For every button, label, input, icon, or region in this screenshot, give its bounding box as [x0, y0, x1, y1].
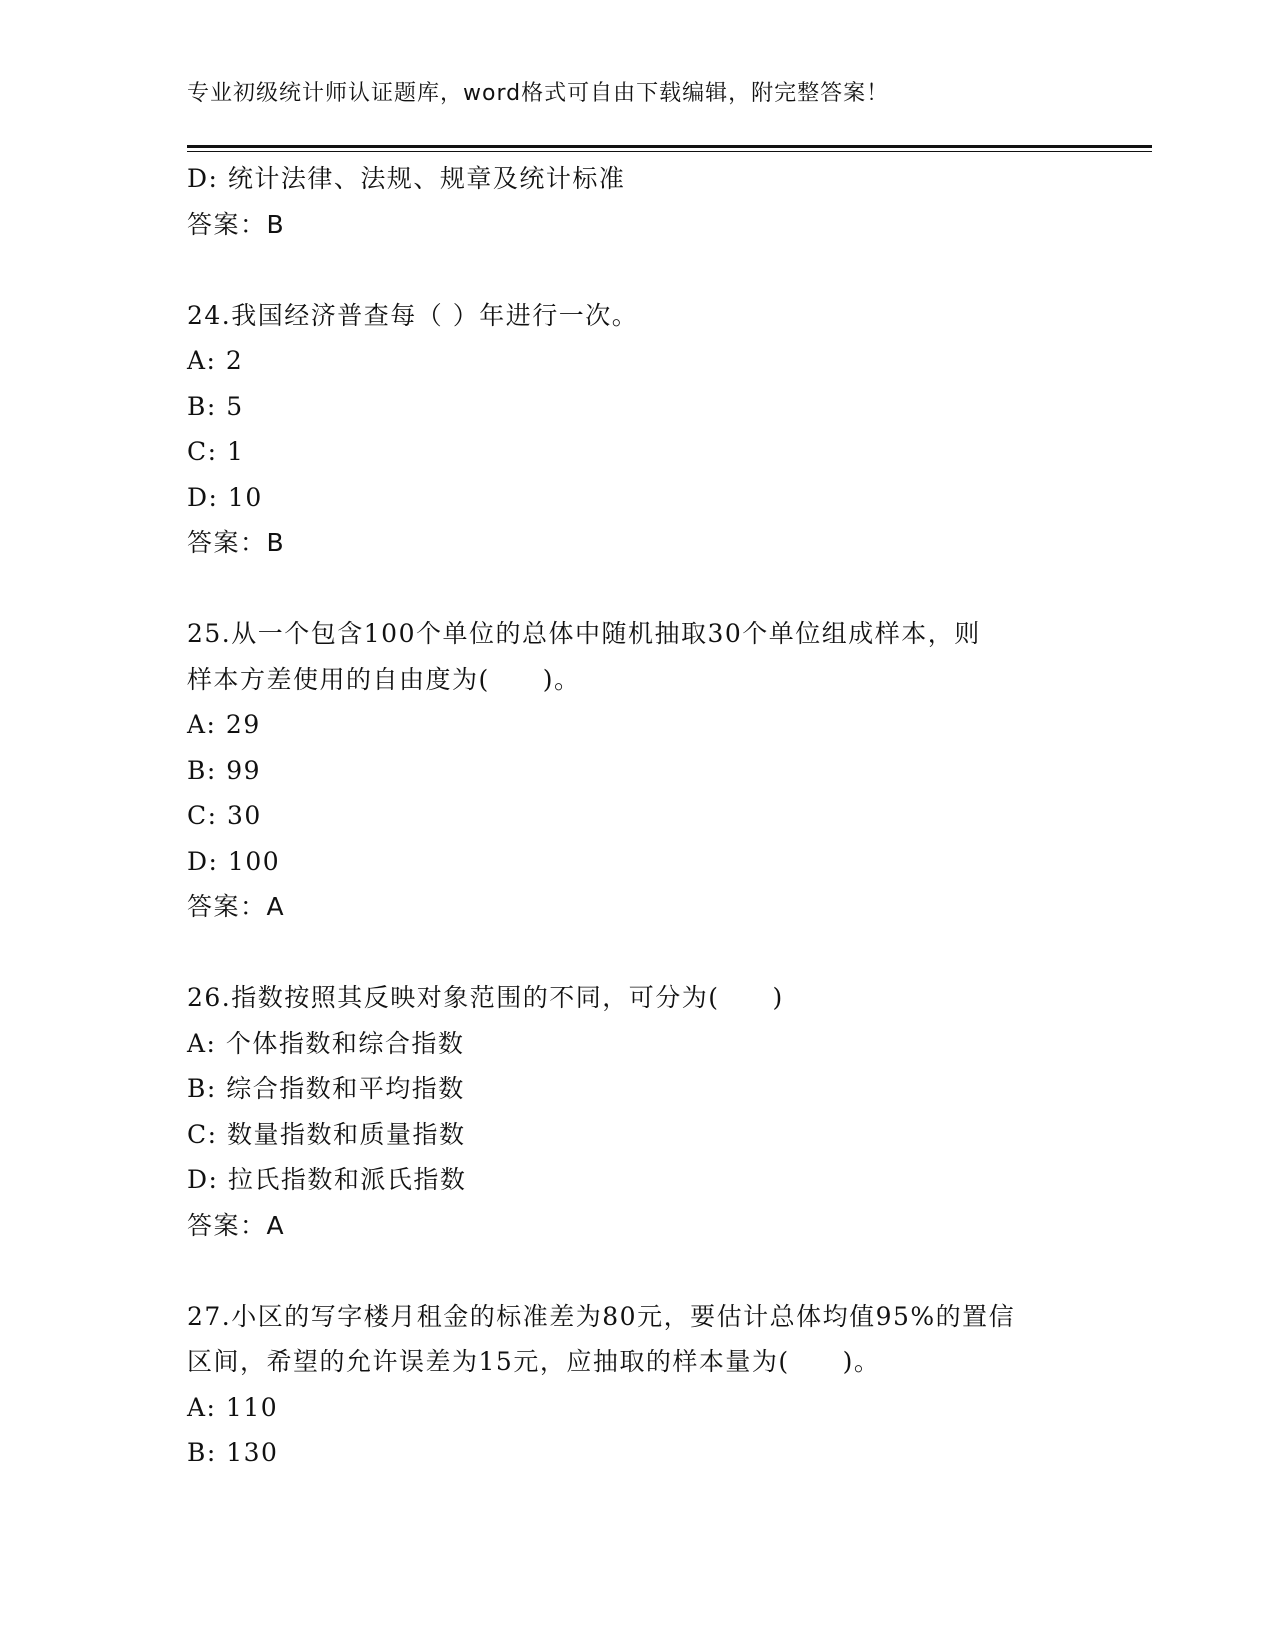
question-26 [187, 975, 1087, 1248]
question-24 [187, 293, 1087, 566]
question-text: 24.我国经济普查每（ ）年进行一次。 [187, 300, 639, 330]
question-27 [187, 1294, 1087, 1476]
option-a: A: 2 [187, 346, 244, 375]
header-rule-thick [187, 145, 1152, 148]
option-d: D: 拉氏指数和派氏指数 [187, 1165, 467, 1194]
option-a: A: 29 [187, 710, 261, 739]
option-b: B: 综合指数和平均指数 [187, 1074, 465, 1103]
option-a: A: 个体指数和综合指数 [187, 1028, 465, 1058]
spacer [187, 1248, 1087, 1294]
answer: 答案：A [187, 892, 286, 921]
option-a: A: 110 [187, 1392, 279, 1422]
question-25 [187, 611, 1087, 930]
answer: 答案：B [187, 209, 286, 239]
spacer [187, 566, 1087, 612]
option-b: B: 130 [187, 1438, 279, 1467]
question-text-line-2: 区间，希望的允许误差为15元，应抽取的样本量为( )。 [187, 1347, 881, 1376]
option-d: D: 统计法律、法规、规章及统计标准 [187, 164, 626, 193]
header-rule-thin [187, 151, 1152, 152]
page-header: 专业初级统计师认证题库，word格式可自由下载编辑，附完整答案！ [187, 81, 890, 106]
answer: 答案：B [187, 528, 286, 557]
question-text-line-2: 样本方差使用的自由度为( )。 [187, 664, 581, 694]
option-b: B: 99 [187, 755, 262, 785]
option-c: C: 1 [187, 437, 245, 466]
option-c: C: 30 [187, 801, 262, 830]
option-d: D: 100 [187, 846, 281, 876]
answer: 答案：A [187, 1210, 286, 1240]
option-b: B: 5 [187, 391, 244, 421]
question-23-tail [187, 156, 1087, 247]
question-text: 26.指数按照其反映对象范围的不同，可分为( ) [187, 983, 784, 1012]
spacer [187, 247, 1087, 293]
question-text-line-1: 27.小区的写字楼月租金的标准差为80元，要估计总体均值95%的置信 [187, 1301, 1016, 1331]
option-d: D: 10 [187, 482, 263, 512]
option-c: C: 数量指数和质量指数 [187, 1119, 466, 1149]
question-list [187, 156, 1087, 1476]
spacer [187, 930, 1087, 976]
question-text-line-1: 25.从一个包含100个单位的总体中随机抽取30个单位组成样本，则 [187, 619, 981, 648]
